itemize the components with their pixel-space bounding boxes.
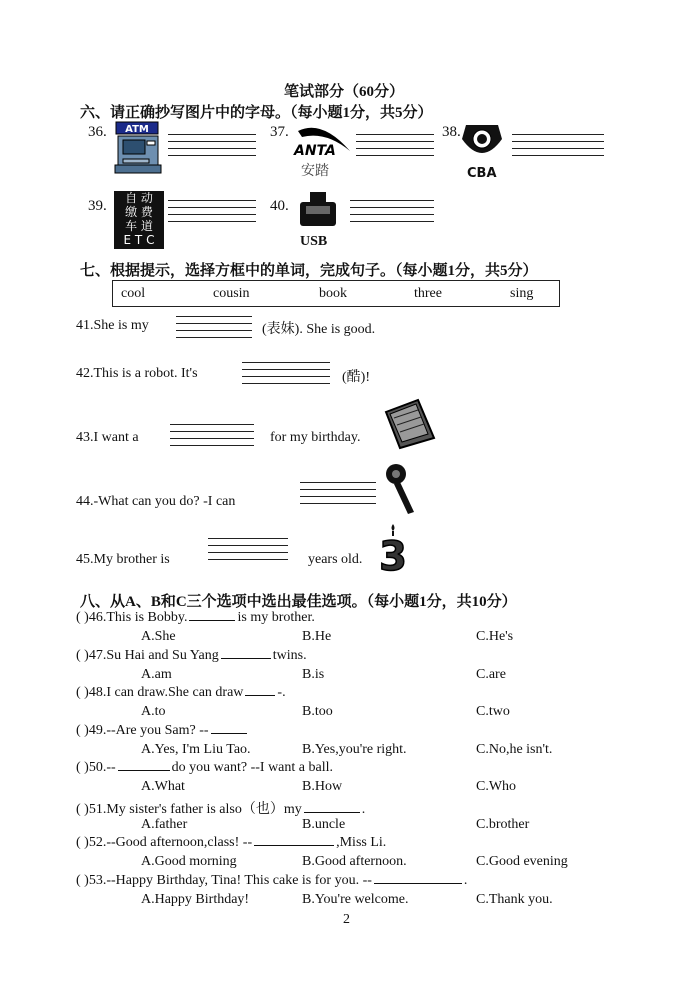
option-a[interactable]: A.She (141, 629, 176, 644)
page-heading: 笔试部分（60分） (284, 84, 405, 100)
q44-text: 44.-What can you do? -I can (76, 494, 236, 509)
q43-write-lines[interactable] (170, 424, 254, 452)
answer-paren[interactable]: ( ) (76, 647, 89, 663)
section6-title: 六、请正确抄写图片中的字母。（每小题1分，共5分） (80, 105, 433, 121)
word-option: three (414, 286, 442, 301)
question-row (76, 685, 286, 701)
etc-sign-line-2: 缴 费 (125, 205, 153, 219)
option-b[interactable]: B.Yes,you're right. (302, 741, 407, 757)
q38-write-lines[interactable] (512, 134, 604, 162)
answer-paren[interactable]: ( ) (76, 760, 89, 775)
option-c[interactable]: C.two (476, 704, 510, 719)
question-text: 49.--Are you Sam? -- (88, 722, 209, 738)
question-tail: ,Miss Li. (336, 835, 387, 850)
q40-number: 40. (270, 198, 289, 214)
anta-chinese-name: 安踏 (301, 163, 329, 179)
answer-blank[interactable] (211, 732, 247, 734)
candle-digit: 3 (379, 534, 407, 572)
usb-plug-icon (296, 190, 340, 230)
atm-icon (113, 121, 163, 175)
q39-number: 39. (88, 198, 107, 214)
q38-number: 38. (442, 124, 461, 140)
etc-sign (114, 191, 164, 249)
birthday-candle-three-icon (375, 522, 411, 572)
anta-logo-icon (292, 121, 354, 159)
question-row (76, 760, 333, 776)
anta-logo-text: ANTA (294, 143, 336, 159)
question-tail: do you want? --I want a ball. (171, 760, 333, 775)
question-text: 47.Su Hai and Su Yang (88, 647, 219, 663)
option-b[interactable]: B.Good afternoon. (302, 854, 407, 869)
q42-hint: (酷)! (342, 370, 370, 385)
option-b[interactable]: B.He (302, 629, 332, 644)
question-row (76, 610, 315, 626)
option-b[interactable]: B.You're welcome. (302, 891, 409, 907)
option-c[interactable]: C.He's (476, 629, 514, 644)
answer-blank[interactable] (374, 882, 462, 884)
q36-number: 36. (88, 124, 107, 140)
cba-logo-text: CBA (467, 166, 497, 181)
microphone-icon (382, 462, 418, 514)
section8-title: 八、从A、B和C三个选项中选出最佳选项。（每小题1分，共10分） (80, 594, 517, 610)
answer-blank[interactable] (118, 769, 170, 771)
answer-blank[interactable] (245, 694, 275, 696)
question-tail: -. (277, 685, 286, 700)
page-number: 2 (343, 912, 350, 927)
word-box (112, 280, 560, 307)
q40-write-lines[interactable] (350, 200, 434, 228)
question-row (76, 648, 307, 664)
question-text: 52.--Good afternoon,class! -- (88, 835, 253, 850)
q45-write-lines[interactable] (208, 538, 288, 566)
option-a[interactable]: A.to (141, 704, 166, 719)
q41-hint: (表妹). She is good. (262, 322, 376, 337)
answer-paren[interactable]: ( ) (76, 722, 89, 738)
q45-tail: years old. (308, 552, 363, 567)
option-a[interactable]: A.What (141, 779, 185, 794)
option-b[interactable]: B.How (302, 779, 343, 794)
option-c[interactable]: C.Thank you. (476, 891, 553, 907)
option-c[interactable]: C.are (476, 666, 506, 682)
word-option: cousin (213, 286, 250, 301)
section7-title: 七、根据提示，选择方框中的单词，完成句子。（每小题1分，共5分） (80, 263, 538, 279)
q45-text: 45.My brother is (76, 552, 170, 567)
word-option: book (319, 286, 347, 301)
question-row (76, 835, 386, 851)
etc-sign-line-4: E T C (123, 233, 155, 247)
question-text: 50.-- (88, 760, 116, 775)
etc-sign-line-1: 自 动 (125, 191, 153, 205)
question-text: 48.I can draw.She can draw (88, 685, 244, 700)
answer-blank[interactable] (221, 657, 271, 659)
question-text: 51.My sister's father is also（也）my (88, 801, 302, 817)
q37-write-lines[interactable] (356, 134, 434, 162)
option-a[interactable]: A.Yes, I'm Liu Tao. (141, 741, 251, 757)
question-text: 46.This is Bobby. (88, 610, 188, 625)
answer-paren[interactable]: ( ) (76, 835, 89, 850)
answer-blank[interactable] (304, 811, 360, 813)
q42-text: 42.This is a robot. It's (76, 366, 198, 381)
question-tail: . (463, 872, 468, 888)
option-b[interactable]: B.is (302, 666, 325, 682)
answer-paren[interactable]: ( ) (76, 872, 89, 888)
q41-write-lines[interactable] (176, 316, 252, 344)
question-tail: . (361, 801, 366, 817)
usb-label: USB (300, 234, 328, 249)
etc-sign-line-3: 车 道 (125, 219, 153, 233)
question-tail: twins. (272, 647, 307, 663)
question-row (76, 723, 249, 739)
answer-blank[interactable] (189, 619, 235, 621)
word-option: cool (121, 286, 146, 301)
answer-paren[interactable]: ( ) (76, 610, 89, 625)
atm-logo-text: ATM (125, 124, 149, 135)
answer-paren[interactable]: ( ) (76, 801, 89, 817)
q37-number: 37. (270, 124, 289, 140)
q44-write-lines[interactable] (300, 482, 376, 510)
option-c[interactable]: C.Who (476, 779, 517, 794)
option-b[interactable]: B.uncle (302, 816, 346, 832)
option-a[interactable]: A.father (141, 816, 188, 832)
option-a[interactable]: A.Good morning (141, 854, 237, 869)
question-text: 53.--Happy Birthday, Tina! This cake is for you. -- (88, 872, 372, 888)
answer-paren[interactable]: ( ) (76, 685, 89, 700)
question-row (76, 873, 467, 889)
q43-text: 43.I want a (76, 430, 139, 445)
word-option: sing (510, 286, 534, 301)
option-c[interactable]: C.brother (476, 816, 530, 832)
q39-write-lines[interactable] (168, 200, 256, 228)
option-a[interactable]: A.Happy Birthday! (141, 891, 250, 907)
q41-text: 41.She is my (76, 318, 149, 333)
question-tail: is my brother. (237, 610, 315, 625)
q43-tail: for my birthday. (270, 430, 361, 445)
cba-logo-icon (458, 121, 506, 163)
q42-write-lines[interactable] (242, 362, 330, 390)
option-b[interactable]: B.too (302, 704, 333, 719)
option-c[interactable]: C.Good evening (476, 854, 568, 869)
option-c[interactable]: C.No,he isn't. (476, 741, 553, 757)
option-a[interactable]: A.am (141, 666, 172, 682)
book-icon (380, 398, 436, 450)
q36-write-lines[interactable] (168, 134, 256, 162)
answer-blank[interactable] (254, 844, 334, 846)
question-row (76, 798, 365, 818)
